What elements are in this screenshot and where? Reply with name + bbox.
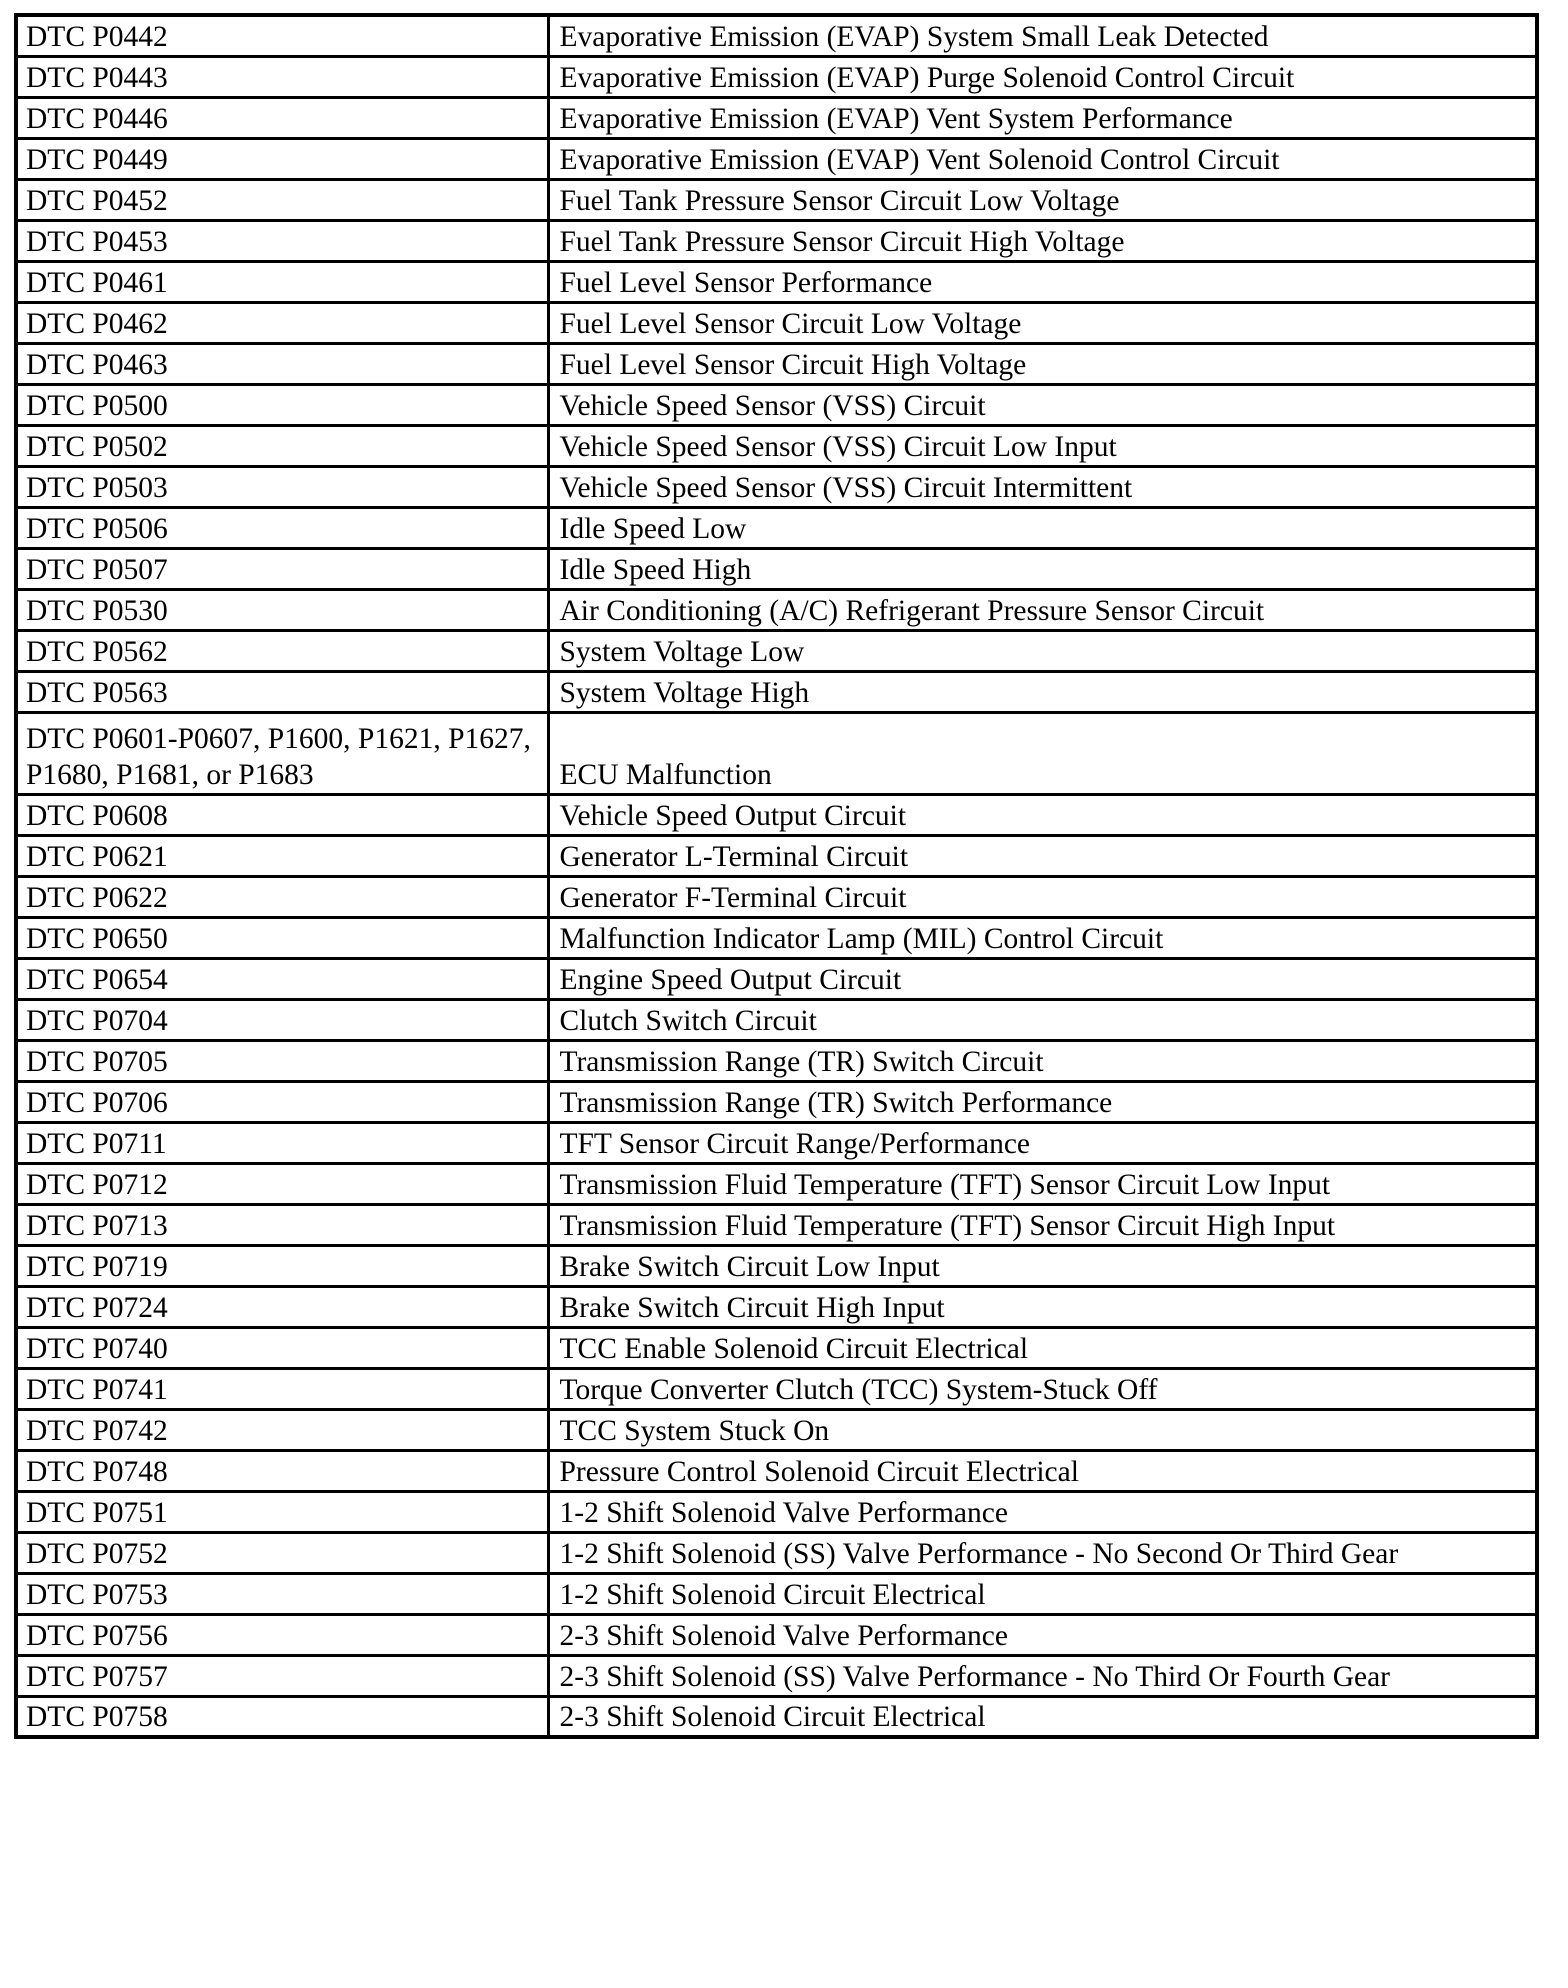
dtc-description-cell: Transmission Range (TR) Switch Performance xyxy=(548,1081,1537,1122)
dtc-code-cell: DTC P0442 xyxy=(16,15,548,56)
table-row xyxy=(16,1450,1537,1491)
dtc-code-cell: DTC P0443 xyxy=(16,56,548,97)
dtc-description-cell: Clutch Switch Circuit xyxy=(548,999,1537,1040)
table-row xyxy=(16,1368,1537,1409)
dtc-code-cell: DTC P0704 xyxy=(16,999,548,1040)
table-row xyxy=(16,507,1537,548)
table-row xyxy=(16,302,1537,343)
dtc-code-cell: DTC P0563 xyxy=(16,671,548,712)
dtc-description-cell: System Voltage High xyxy=(548,671,1537,712)
dtc-description-cell: System Voltage Low xyxy=(548,630,1537,671)
dtc-description-cell: Idle Speed Low xyxy=(548,507,1537,548)
table-row xyxy=(16,179,1537,220)
dtc-description-cell: 2-3 Shift Solenoid Valve Performance xyxy=(548,1614,1537,1655)
dtc-description-cell: Brake Switch Circuit Low Input xyxy=(548,1245,1537,1286)
dtc-code-cell: DTC P0758 xyxy=(16,1696,548,1737)
dtc-code-cell: DTC P0741 xyxy=(16,1368,548,1409)
dtc-description-cell: Vehicle Speed Sensor (VSS) Circuit xyxy=(548,384,1537,425)
table-row xyxy=(16,999,1537,1040)
dtc-description-cell: Fuel Level Sensor Performance xyxy=(548,261,1537,302)
table-row xyxy=(16,1040,1537,1081)
dtc-code-table xyxy=(14,13,1539,1739)
dtc-code-cell: DTC P0742 xyxy=(16,1409,548,1450)
dtc-description-cell: Pressure Control Solenoid Circuit Electrical xyxy=(548,1450,1537,1491)
dtc-code-cell: DTC P0753 xyxy=(16,1573,548,1614)
table-row xyxy=(16,1696,1537,1737)
table-row xyxy=(16,15,1537,56)
table-row xyxy=(16,56,1537,97)
table-row xyxy=(16,1409,1537,1450)
table-row xyxy=(16,1081,1537,1122)
table-row xyxy=(16,138,1537,179)
dtc-code-cell: DTC P0756 xyxy=(16,1614,548,1655)
table-row xyxy=(16,876,1537,917)
dtc-code-cell: DTC P0740 xyxy=(16,1327,548,1368)
dtc-code-cell: DTC P0449 xyxy=(16,138,548,179)
table-row xyxy=(16,1327,1537,1368)
table-row xyxy=(16,917,1537,958)
dtc-description-cell: 1-2 Shift Solenoid Valve Performance xyxy=(548,1491,1537,1532)
dtc-description-cell: Malfunction Indicator Lamp (MIL) Control Circuit xyxy=(548,917,1537,958)
dtc-code-cell: DTC P0608 xyxy=(16,794,548,835)
dtc-description-cell: Vehicle Speed Output Circuit xyxy=(548,794,1537,835)
dtc-code-cell: DTC P0446 xyxy=(16,97,548,138)
dtc-description-cell: 2-3 Shift Solenoid Circuit Electrical xyxy=(548,1696,1537,1737)
dtc-description-cell: 1-2 Shift Solenoid Circuit Electrical xyxy=(548,1573,1537,1614)
dtc-code-cell: DTC P0705 xyxy=(16,1040,548,1081)
dtc-description-cell: Transmission Range (TR) Switch Circuit xyxy=(548,1040,1537,1081)
dtc-code-cell: DTC P0706 xyxy=(16,1081,548,1122)
table-row xyxy=(16,1614,1537,1655)
table-row xyxy=(16,1163,1537,1204)
dtc-description-cell: 2-3 Shift Solenoid (SS) Valve Performance - No Third Or Fourth Gear xyxy=(548,1655,1537,1696)
dtc-code-cell: DTC P0506 xyxy=(16,507,548,548)
table-row xyxy=(16,1532,1537,1573)
dtc-code-cell: DTC P0562 xyxy=(16,630,548,671)
dtc-code-cell: DTC P0453 xyxy=(16,220,548,261)
table-row xyxy=(16,466,1537,507)
dtc-code-cell: DTC P0650 xyxy=(16,917,548,958)
table-row xyxy=(16,630,1537,671)
dtc-description-cell: Transmission Fluid Temperature (TFT) Sensor Circuit Low Input xyxy=(548,1163,1537,1204)
dtc-description-cell: 1-2 Shift Solenoid (SS) Valve Performance - No Second Or Third Gear xyxy=(548,1532,1537,1573)
dtc-code-cell: DTC P0601-P0607, P1600, P1621, P1627, P1680, P1681, or P1683 xyxy=(16,712,548,794)
table-row xyxy=(16,97,1537,138)
dtc-description-cell: Evaporative Emission (EVAP) System Small Leak Detected xyxy=(548,15,1537,56)
dtc-description-cell: Evaporative Emission (EVAP) Vent Solenoid Control Circuit xyxy=(548,138,1537,179)
table-row xyxy=(16,1573,1537,1614)
dtc-code-cell: DTC P0503 xyxy=(16,466,548,507)
dtc-code-cell: DTC P0507 xyxy=(16,548,548,589)
dtc-description-cell: Generator L-Terminal Circuit xyxy=(548,835,1537,876)
dtc-code-cell: DTC P0502 xyxy=(16,425,548,466)
dtc-description-cell: Transmission Fluid Temperature (TFT) Sensor Circuit High Input xyxy=(548,1204,1537,1245)
table-row xyxy=(16,1286,1537,1327)
dtc-description-cell: Fuel Level Sensor Circuit Low Voltage xyxy=(548,302,1537,343)
dtc-code-cell: DTC P0748 xyxy=(16,1450,548,1491)
table-row xyxy=(16,958,1537,999)
dtc-description-cell: Engine Speed Output Circuit xyxy=(548,958,1537,999)
dtc-description-cell: Evaporative Emission (EVAP) Purge Solenoid Control Circuit xyxy=(548,56,1537,97)
dtc-description-cell: Fuel Tank Pressure Sensor Circuit High Voltage xyxy=(548,220,1537,261)
dtc-description-cell: Fuel Tank Pressure Sensor Circuit Low Voltage xyxy=(548,179,1537,220)
dtc-code-cell: DTC P0757 xyxy=(16,1655,548,1696)
dtc-description-cell: Torque Converter Clutch (TCC) System-Stuck Off xyxy=(548,1368,1537,1409)
dtc-code-cell: DTC P0751 xyxy=(16,1491,548,1532)
dtc-description-cell: Brake Switch Circuit High Input xyxy=(548,1286,1537,1327)
dtc-description-cell: Vehicle Speed Sensor (VSS) Circuit Intermittent xyxy=(548,466,1537,507)
table-row xyxy=(16,384,1537,425)
table-row xyxy=(16,835,1537,876)
dtc-table-body xyxy=(16,15,1537,1737)
dtc-description-cell: Vehicle Speed Sensor (VSS) Circuit Low Input xyxy=(548,425,1537,466)
table-row xyxy=(16,1245,1537,1286)
dtc-code-cell: DTC P0462 xyxy=(16,302,548,343)
dtc-code-cell: DTC P0463 xyxy=(16,343,548,384)
dtc-code-cell: DTC P0654 xyxy=(16,958,548,999)
dtc-description-cell: Generator F-Terminal Circuit xyxy=(548,876,1537,917)
dtc-code-cell: DTC P0712 xyxy=(16,1163,548,1204)
dtc-code-cell: DTC P0713 xyxy=(16,1204,548,1245)
dtc-code-cell: DTC P0461 xyxy=(16,261,548,302)
table-row xyxy=(16,548,1537,589)
dtc-code-cell: DTC P0500 xyxy=(16,384,548,425)
table-row xyxy=(16,589,1537,630)
dtc-code-cell: DTC P0724 xyxy=(16,1286,548,1327)
dtc-description-cell: Idle Speed High xyxy=(548,548,1537,589)
dtc-code-cell: DTC P0719 xyxy=(16,1245,548,1286)
table-row xyxy=(16,1491,1537,1532)
table-row xyxy=(16,425,1537,466)
table-row xyxy=(16,671,1537,712)
dtc-description-cell: Fuel Level Sensor Circuit High Voltage xyxy=(548,343,1537,384)
table-row xyxy=(16,1655,1537,1696)
dtc-code-cell: DTC P0622 xyxy=(16,876,548,917)
table-row xyxy=(16,343,1537,384)
dtc-description-cell: Air Conditioning (A/C) Refrigerant Pressure Sensor Circuit xyxy=(548,589,1537,630)
dtc-description-cell: TCC System Stuck On xyxy=(548,1409,1537,1450)
table-row xyxy=(16,261,1537,302)
table-row xyxy=(16,1122,1537,1163)
dtc-code-cell: DTC P0530 xyxy=(16,589,548,630)
table-row xyxy=(16,1204,1537,1245)
dtc-description-cell: ECU Malfunction xyxy=(548,712,1537,794)
table-row xyxy=(16,712,1537,794)
dtc-code-cell: DTC P0711 xyxy=(16,1122,548,1163)
table-row xyxy=(16,220,1537,261)
dtc-code-cell: DTC P0621 xyxy=(16,835,548,876)
dtc-description-cell: Evaporative Emission (EVAP) Vent System Performance xyxy=(548,97,1537,138)
dtc-code-cell: DTC P0452 xyxy=(16,179,548,220)
dtc-description-cell: TFT Sensor Circuit Range/Performance xyxy=(548,1122,1537,1163)
dtc-code-cell: DTC P0752 xyxy=(16,1532,548,1573)
table-row xyxy=(16,794,1537,835)
dtc-description-cell: TCC Enable Solenoid Circuit Electrical xyxy=(548,1327,1537,1368)
